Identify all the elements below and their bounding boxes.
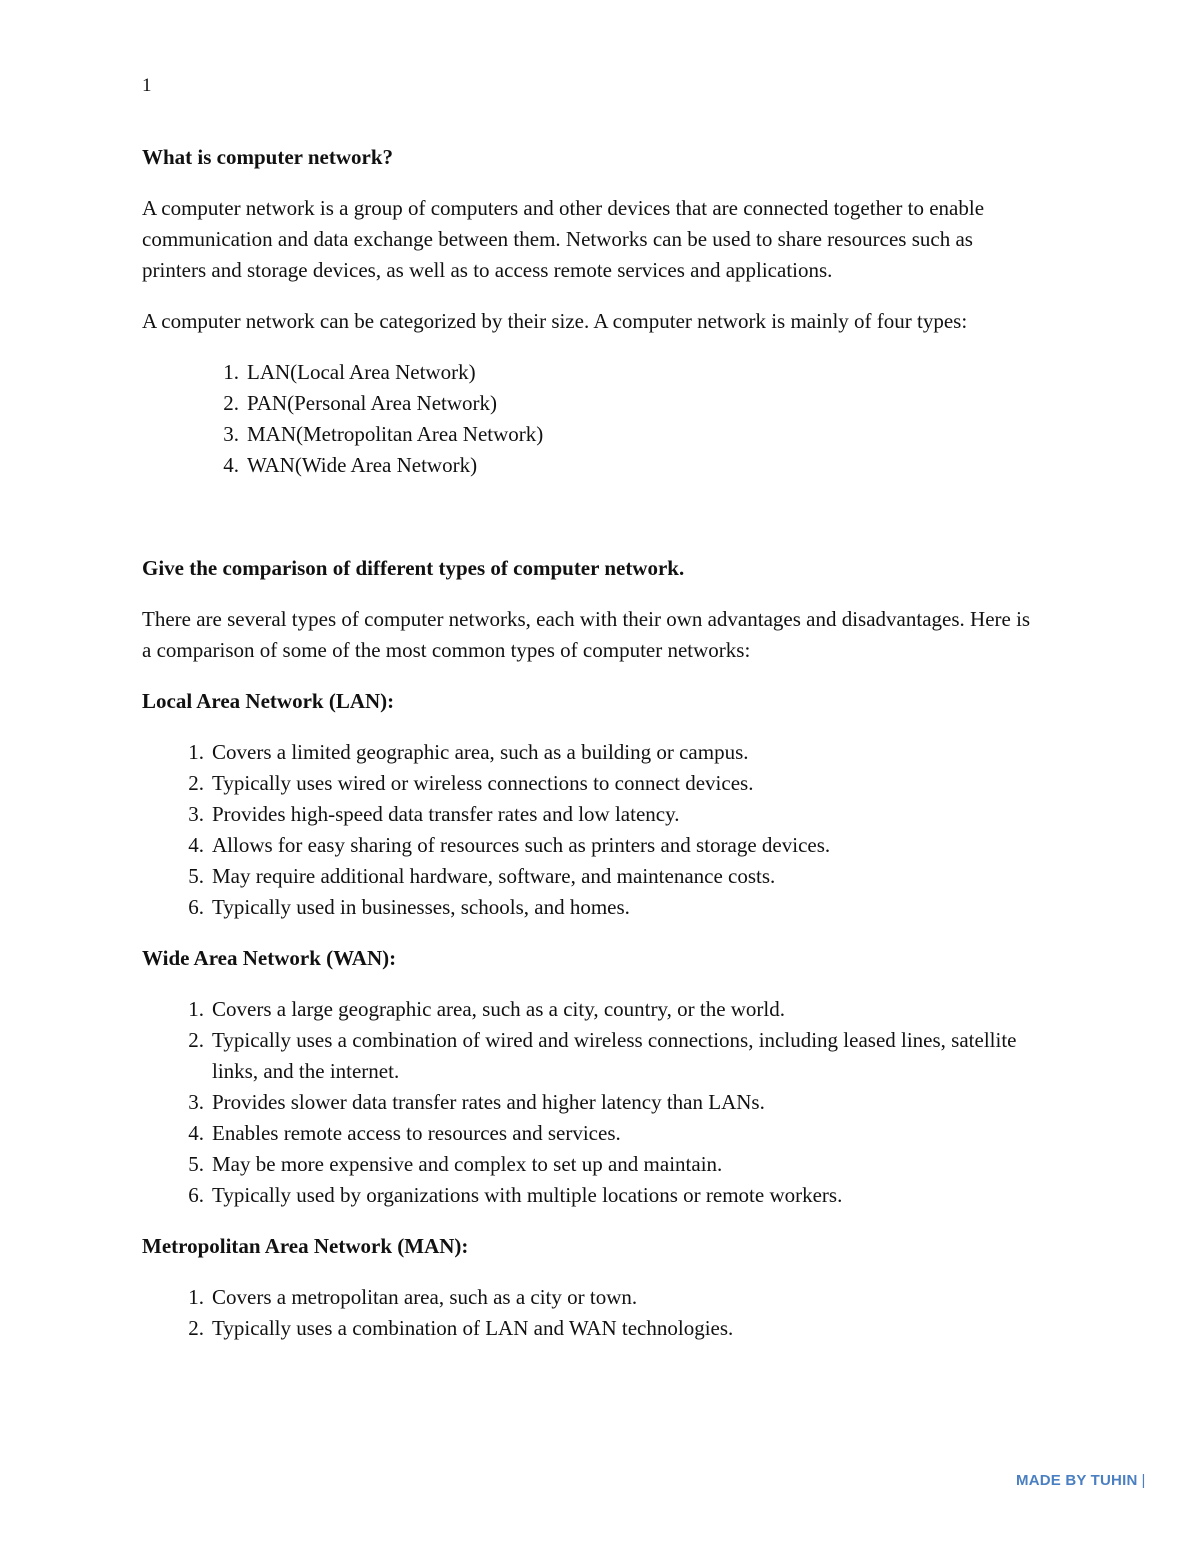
paragraph-comparison-intro: There are several types of computer networks, each with their own advantages and disadvantages. Here is a comparison of some of the most common types of computer networks: bbox=[142, 607, 1031, 662]
list-item: 1. Covers a metropolitan area, such as a city or town. bbox=[188, 1285, 638, 1309]
section-heading-what-is-network: What is computer network? bbox=[142, 145, 394, 169]
paragraph-categories: A computer network can be categorized by their size. A computer network is mainly of four types: bbox=[142, 309, 968, 333]
footer-credit bbox=[1016, 1472, 1146, 1489]
spacer bbox=[142, 501, 1042, 553]
page-number: 1 bbox=[142, 75, 152, 96]
list-item: 5. May require additional hardware, software, and maintenance costs. bbox=[188, 864, 776, 888]
list-item: 1. Covers a large geographic area, such as a city, country, or the world. bbox=[188, 997, 786, 1021]
list-item: 2. Typically uses a combination of LAN and WAN technologies. bbox=[188, 1316, 734, 1340]
list-item: 3. Provides slower data transfer rates and higher latency than LANs. bbox=[188, 1090, 765, 1114]
list-item: 3. MAN(Metropolitan Area Network) bbox=[223, 422, 544, 446]
list-item: 2. Typically uses wired or wireless connections to connect devices. bbox=[188, 771, 754, 795]
list-item: 4. Enables remote access to resources and services. bbox=[188, 1121, 621, 1145]
list-item: 1. LAN(Local Area Network) bbox=[223, 360, 476, 384]
subheading-lan: Local Area Network (LAN): bbox=[142, 689, 395, 713]
list-item: 4. Allows for easy sharing of resources such as printers and storage devices. bbox=[188, 833, 831, 857]
list-item: 2. Typically uses a combination of wired and wireless connections, including leased lines, satellite links, and the internet. bbox=[188, 1028, 1017, 1083]
subheading-wan: Wide Area Network (WAN): bbox=[142, 946, 397, 970]
list-item: 2. PAN(Personal Area Network) bbox=[223, 391, 498, 415]
man-points-list bbox=[142, 1282, 1042, 1344]
paragraph-definition: A computer network is a group of computers and other devices that are connected together to enable communication and data exchange between them. Networks can be used to share resources such as printers and storage devices, as well as to access remote services and applications. bbox=[142, 196, 985, 282]
list-item: 4. WAN(Wide Area Network) bbox=[223, 453, 478, 477]
footer-text: MADE BY TUHIN bbox=[1016, 1472, 1138, 1489]
lan-points-list bbox=[142, 737, 1042, 923]
list-item: 5. May be more expensive and complex to set up and maintain. bbox=[188, 1152, 723, 1176]
network-types-list bbox=[142, 357, 1042, 481]
section-heading-comparison: Give the comparison of different types of computer network. bbox=[142, 556, 685, 580]
document-body bbox=[142, 142, 1042, 1364]
subheading-man: Metropolitan Area Network (MAN): bbox=[142, 1234, 469, 1258]
list-item: 3. Provides high-speed data transfer rates and low latency. bbox=[188, 802, 680, 826]
wan-points-list bbox=[142, 994, 1042, 1211]
list-item: 6. Typically used in businesses, schools, and homes. bbox=[188, 895, 630, 919]
list-item: 6. Typically used by organizations with multiple locations or remote workers. bbox=[188, 1183, 843, 1207]
footer-separator: | bbox=[1141, 1472, 1146, 1489]
list-item: 1. Covers a limited geographic area, such as a building or campus. bbox=[188, 740, 749, 764]
